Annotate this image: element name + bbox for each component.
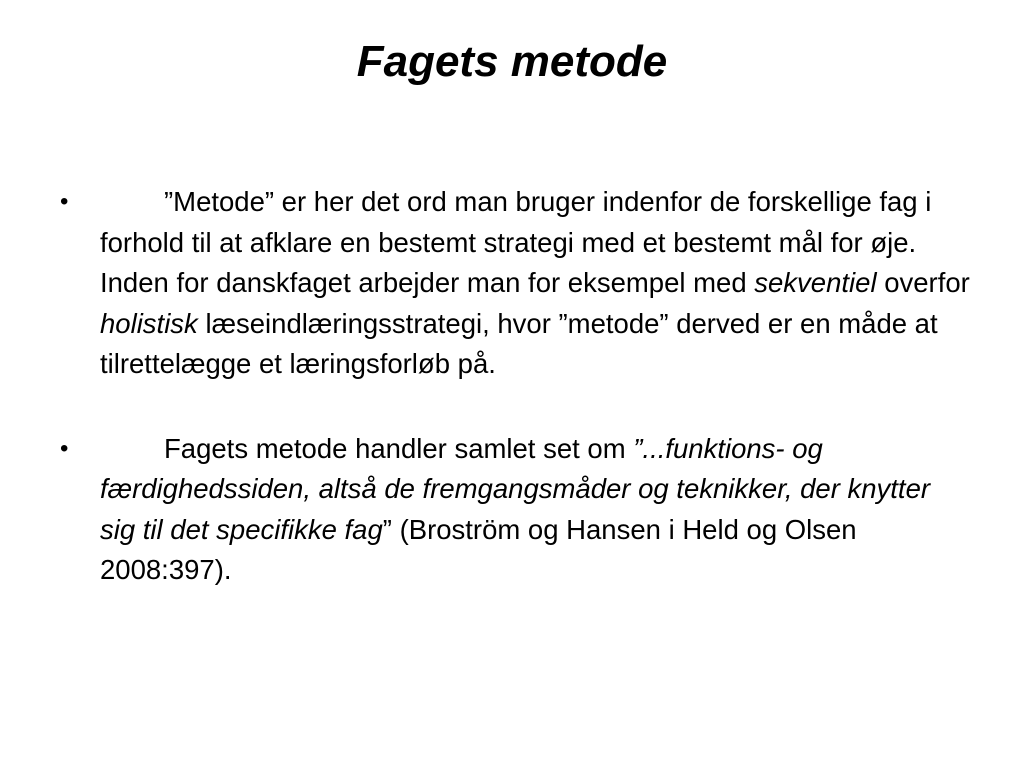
slide-title: Fagets metode: [356, 37, 668, 86]
bullet-text-part: læseindlæringsstrategi, hvor ”metode” derved er en måde at tilrettelægge et læringsforløb på.: [100, 307, 938, 379]
bullet-icon: •: [60, 434, 69, 462]
bullet-italic-term: sekventiel: [754, 267, 877, 298]
bullet-italic-quote: ”...funktions- og færdighedssiden, altså de fremgangsmåder og teknikker, der knytter sig til det specifikke fag: [100, 432, 931, 545]
bullet-item-subject-method: [60, 429, 970, 591]
bullet-text-part: overfor: [876, 267, 970, 298]
bullet-icon: •: [60, 188, 69, 215]
bullet-item-method-definition: [60, 182, 970, 385]
bullet-text-part: ”Metode” er her det ord man bruger indenfor de forskellige fag i forhold til at afklare en bestemt strategi med et bestemt mål for øje. Inden for danskfaget arbejder man for eksempel med: [100, 186, 932, 298]
bullet-list: [60, 182, 970, 635]
bullet-italic-term: holistisk: [100, 307, 198, 339]
bullet-text-part: Fagets metode handler samlet set om: [164, 432, 634, 464]
bullet-text-part: ” (Broström og Hansen i Held og Olsen 2008:397).: [100, 513, 857, 585]
